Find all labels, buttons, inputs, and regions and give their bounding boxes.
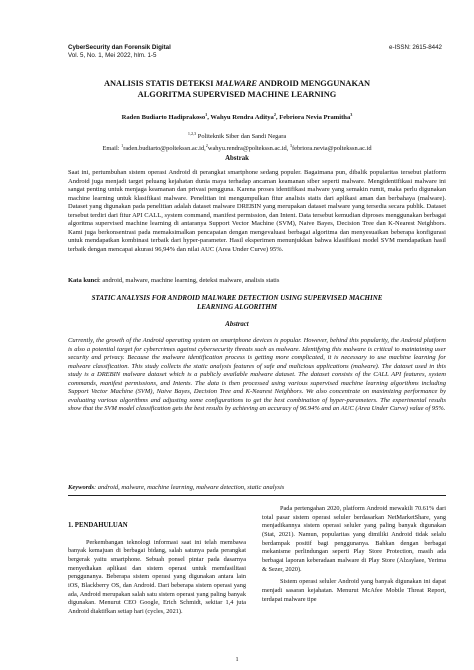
body-paragraph: Sistem operasi seluler Android yang banyak digunakan ini dapat menjadi sasaran kejahatan. Menurut McAfee Mobile Threat Report, terdapat malware tipe [262, 578, 446, 603]
affiliation [60, 129, 414, 153]
section-heading-pendahuluan: 1. PENDAHULUAN [68, 522, 128, 529]
author-list [60, 112, 414, 121]
email-sup: 3 [289, 143, 292, 149]
section-divider [68, 495, 446, 496]
institution: Politeknik Siber dan Sandi Negara [196, 133, 287, 141]
title-part: ANDROID MENGGUNAKAN [257, 79, 371, 88]
kata-kunci [68, 277, 446, 286]
issn: e-ISSN: 2615-8442 [389, 44, 442, 51]
abstract-heading: Abstract [225, 321, 249, 328]
body-paragraph: Pada pertengahan 2020, platform Android mewakili 70.61% dari total pasar sistem operasi seluler berdasarkan NetMarketShare, yang menjadikannya sistem operasi seluler yang paling banyak digunakan (Stat, 2021). Namun, popularitas yang dimiliki Android tidak selalu berdampak positif bagi penggunanya. Bahkan dengan berbagai mekanisme perlindungan seperti Play Store Protection, masih ada berbagai laporan keberadaan malware di Play Store (Alzaylaee, Yerima & Sezer, 2020). [262, 505, 446, 573]
email-3[interactable]: febriora.nevia@poltekssn.ac.id [291, 145, 372, 153]
english-title [60, 294, 414, 312]
keywords-text: : android, malware, machine learning, malware detection, static analysis [94, 484, 285, 491]
running-header-right [389, 44, 442, 52]
author-sup: 1 [205, 112, 208, 117]
keywords [68, 484, 446, 491]
email-sup: 1 [121, 143, 124, 149]
affil-sup: 1,2,3 [187, 131, 197, 136]
abstrak-text: Saat ini, pertumbuhan sistem operasi Android di perangkat smartphone sedang populer. Bagaimana pun, dibalik popularitas tersebut platform Android juga menjadi target peluang kejahatan dunia maya terhadap ancaman keamanan siber seperti malware. Mengidentifikasi malware ini sangat penting untuk menjaga keamanan dan privasi pengguna. Karena proses identifikasi malware yang semakin rumit, maka perlu digunakan machine learning untuk klasifikasi malware. Penelitian ini mengumpulkan fitur analisis statis dari aplikasi aman dan berbahaya (malware). Dataset yang digunakan pada penelitian adalah dataset malware DREBIN yang merupakan dataset malware yang tersedia secara publik. Dataset tersebut terdiri dari fitur API CALL, system command, manifest permission, dan Intent. Data tersebut kemudian diproses menggunakan berbagai algoritma supervised machine learning di antaranya Support Vector Machine (SVM), Naive Bayes, Decision Tree dan K-Nearest Neighbors. Kami juga berkonsentrasi pada memaksimalkan pencapaian dengan mengevaluasi berbagai algoritma dan menyesuaikan beberapa konfigurasi untuk mendapatkan kombinasi terbaik dari hyper-parameter. Hasil eksperimen menunjukkan bahwa klasifikasi model SVM mendapatkan hasil terbaik dengan mencapai akurasi 96,94% dan nilai AUC (Area Under Curve) 95%. [68, 169, 446, 253]
title-line-2: ALGORITMA SUPERVISED MACHINE LEARNING [137, 89, 337, 99]
author-3: , Febriora Nevia Pramitha [275, 114, 351, 122]
volume-info: Vol. 5, No. 1, Mei 2022, hlm. 1-5 [68, 52, 157, 59]
email-label: Email: [102, 145, 122, 153]
title-italic-word: MALWARE [215, 79, 257, 88]
email-sup: 2 [205, 143, 208, 149]
english-title-line-2: LEARNING ALGORITHM [196, 303, 278, 311]
kata-kunci-text: : android, malware, machine learning, deteksi malware, analisis statis [98, 277, 280, 284]
body-column-right [262, 505, 446, 604]
email-line [60, 141, 414, 153]
kata-kunci-label: Kata kunci [68, 277, 99, 284]
english-title-line-1: STATIC ANALYSIS FOR ANDROID MALWARE DETECTION USING SUPERVISED MACHINE [91, 294, 383, 302]
author-1: Raden Budiarto Hadiprakoso [121, 114, 206, 122]
author-2: , Wahyu Rendra Aditya [207, 114, 274, 122]
keywords-label: Keywords [68, 484, 94, 491]
page-number: 1 [235, 656, 239, 663]
body-paragraph: Perkembangan teknologi informasi saat ini telah membawa banyak kemajuan di berbagai bidang, salah satunya pada perangkat bergerak yaitu smartphone. Sebuah ponsel pintar pada dasarnya menyediakan aplikasi dan sistem operasi untuk memfasilitasi penggunanya. Beberapa sistem operasi yang digunakan antara lain iOS, Blackberry OS, dan Android. Dari beberapa sistem operasi yang ada, Android merupakan salah satu sistem operasi yang paling banyak digunakan. Menurut CEO Google, Erich Schmidt, sekitar 1,4 juta Android diaktifkan setiap hari (cycles, 2021). [68, 538, 246, 615]
author-sup: 3 [350, 112, 353, 117]
email-2[interactable]: wahyu.rendra@poltekssn.ac.id, [207, 145, 290, 153]
body-column-left [68, 522, 246, 617]
abstrak-heading: Abstrak [225, 155, 249, 162]
paper-title [60, 79, 414, 100]
abstract-text: Currently, the growth of the Android operating system on smartphone devices is popular. However, behind this popularity, the Android platform is also a potential target for cybercrimes against cybersecurity threats such as malware. Identifying this malware is critical to maintaining user security and privacy. Because the malware identification process is getting more complicated, it is necessary to use machine learning for malware classification. This study collects the static analysis features of safe and malicious applications (malware). The dataset used in this study is a DREBIN malware dataset which is a publicly available malware dataset. The dataset consists of the CALL API features, system commands, manifest permissions, and Intents. The data is then processed using various supervised machine learning algorithms including Support Vector Machine (SVM), Naive Bayes, Decision Tree and K-Nearest Neighbors. We also concentrate on maximizing performance by evaluating various algorithms and adjusting some configurations to get the best combination of hyper-parameters. The experimental results show that the SVM model classification gets the best results by achieving an accuracy of 96.94% and an AUC (Area Under Curve) value of 95%. [68, 337, 446, 413]
title-part: ANALISIS STATIS DETEKSI [103, 79, 216, 88]
journal-name: CyberSecurity dan Forensik Digital [68, 44, 171, 51]
running-header-left [68, 44, 171, 60]
email-1[interactable]: raden.budiarto@poltekssn.ac.id, [123, 145, 206, 153]
author-sup: 2 [273, 112, 276, 117]
